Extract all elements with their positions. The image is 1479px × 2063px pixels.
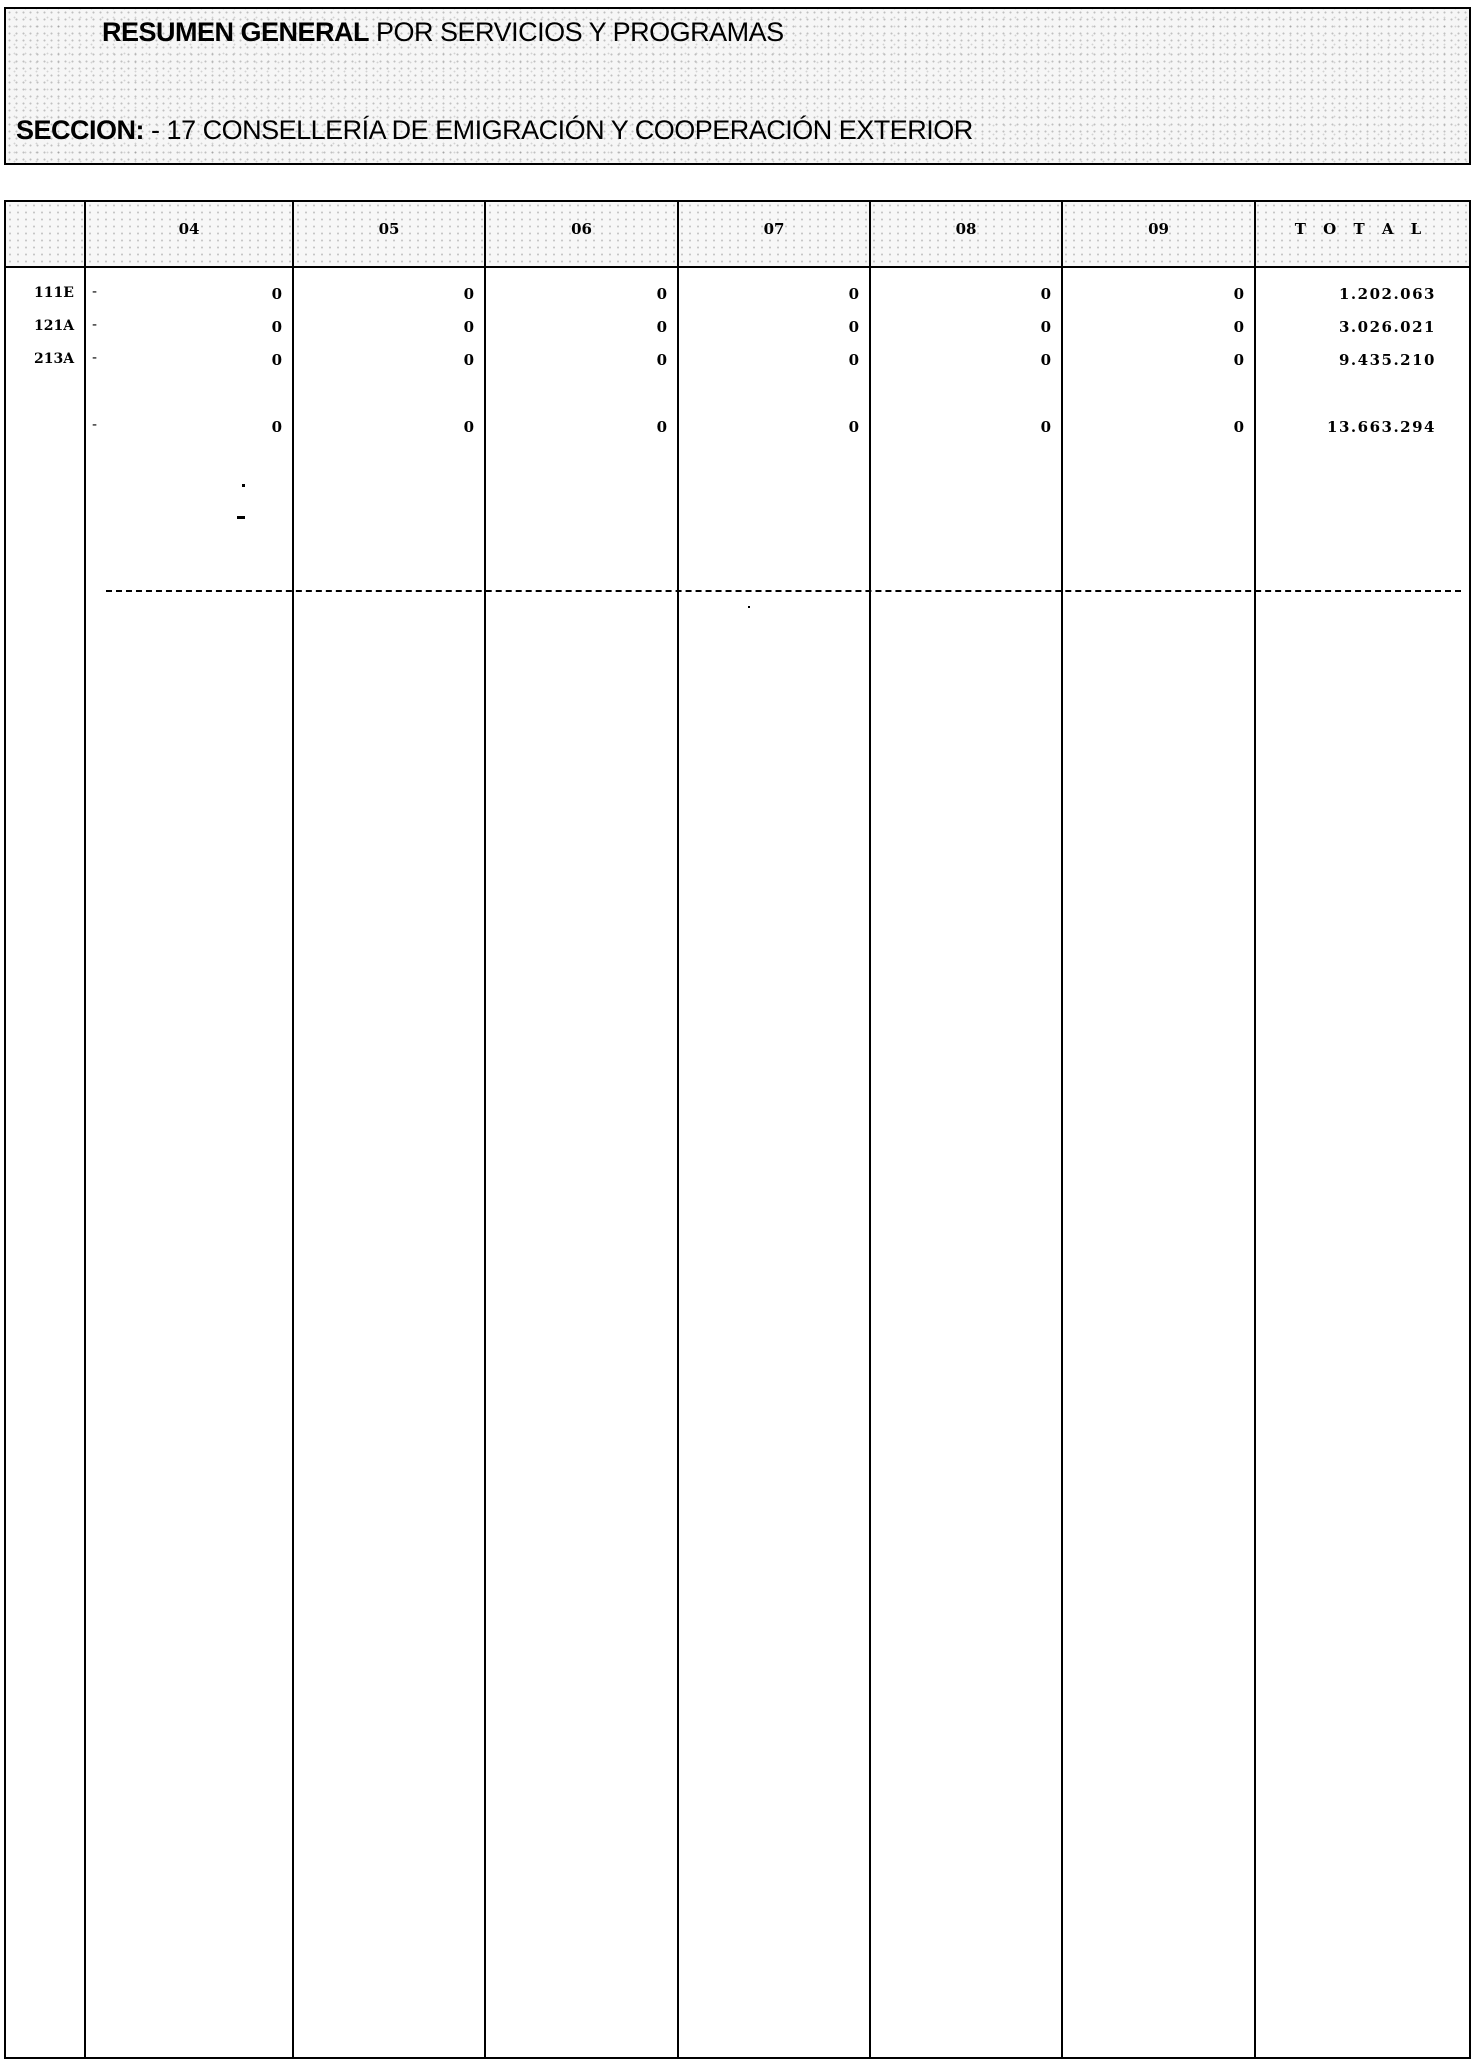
column-divider (292, 202, 294, 2057)
column-header-05: 05 (378, 220, 400, 238)
table-cell: 0 (271, 318, 282, 336)
program-code: 213A (34, 351, 75, 367)
column-divider (484, 202, 486, 2057)
column-divider (869, 202, 871, 2057)
grand-total: 13.663.294 (1327, 418, 1436, 436)
table-cell: 0 (1233, 285, 1244, 303)
program-code: 121A (34, 318, 75, 334)
table-cell: 0 (848, 318, 859, 336)
table-cell: 0 (656, 318, 667, 336)
table-cell: 0 (848, 351, 859, 369)
summary-table (4, 200, 1471, 2059)
table-cell: 0 (463, 351, 474, 369)
sum-cell: 0 (463, 418, 474, 436)
row-total: 3.026.021 (1338, 318, 1436, 336)
report-header (4, 7, 1471, 165)
section-line (16, 115, 973, 146)
sum-cell: 0 (271, 418, 282, 436)
column-divider (84, 202, 86, 2057)
column-divider (677, 202, 679, 2057)
table-cell: 0 (271, 351, 282, 369)
scan-speck (242, 484, 245, 487)
table-cell: 0 (1040, 351, 1051, 369)
scan-speck (237, 516, 245, 519)
column-header-07: 07 (763, 220, 785, 238)
report-title-bold: RESUMEN GENERAL (102, 17, 370, 47)
sum-cell: 0 (848, 418, 859, 436)
column-header-total: T O T A L (1294, 220, 1428, 238)
column-header-09: 09 (1148, 220, 1169, 238)
scan-speck (748, 606, 750, 608)
row-dash: - (92, 317, 98, 333)
table-cell: 0 (848, 285, 859, 303)
table-cell: 0 (463, 318, 474, 336)
section-name: 17 CONSELLERÍA DE EMIGRACIÓN Y COOPERACIÓN EXTERIOR (166, 115, 973, 145)
table-cell: 0 (463, 285, 474, 303)
column-header-06: 06 (571, 220, 592, 238)
table-cell: 0 (1040, 285, 1051, 303)
program-code: 111E (34, 285, 74, 301)
column-divider (1061, 202, 1063, 2057)
report-title-rest: POR SERVICIOS Y PROGRAMAS (369, 17, 784, 47)
table-cell: 0 (1233, 351, 1244, 369)
subtotal-separator (106, 590, 1461, 592)
sum-cell: 0 (656, 418, 667, 436)
table-cell: 0 (271, 285, 282, 303)
column-header-04: 04 (178, 220, 200, 238)
table-cell: 0 (1233, 318, 1244, 336)
table-cell: 0 (656, 285, 667, 303)
report-title (102, 17, 784, 48)
sum-cell: 0 (1233, 418, 1244, 436)
section-label: SECCION: (16, 115, 145, 145)
row-dash: - (92, 350, 98, 366)
sum-cell: 0 (1040, 418, 1051, 436)
row-dash: - (92, 284, 98, 300)
row-total: 1.202.063 (1338, 285, 1436, 303)
row-total: 9.435.210 (1338, 351, 1436, 369)
table-cell: 0 (656, 351, 667, 369)
column-divider (1254, 202, 1256, 2057)
column-header-08: 08 (955, 220, 977, 238)
table-cell: 0 (1040, 318, 1051, 336)
section-dash: - (151, 115, 160, 145)
row-dash: - (92, 417, 98, 433)
